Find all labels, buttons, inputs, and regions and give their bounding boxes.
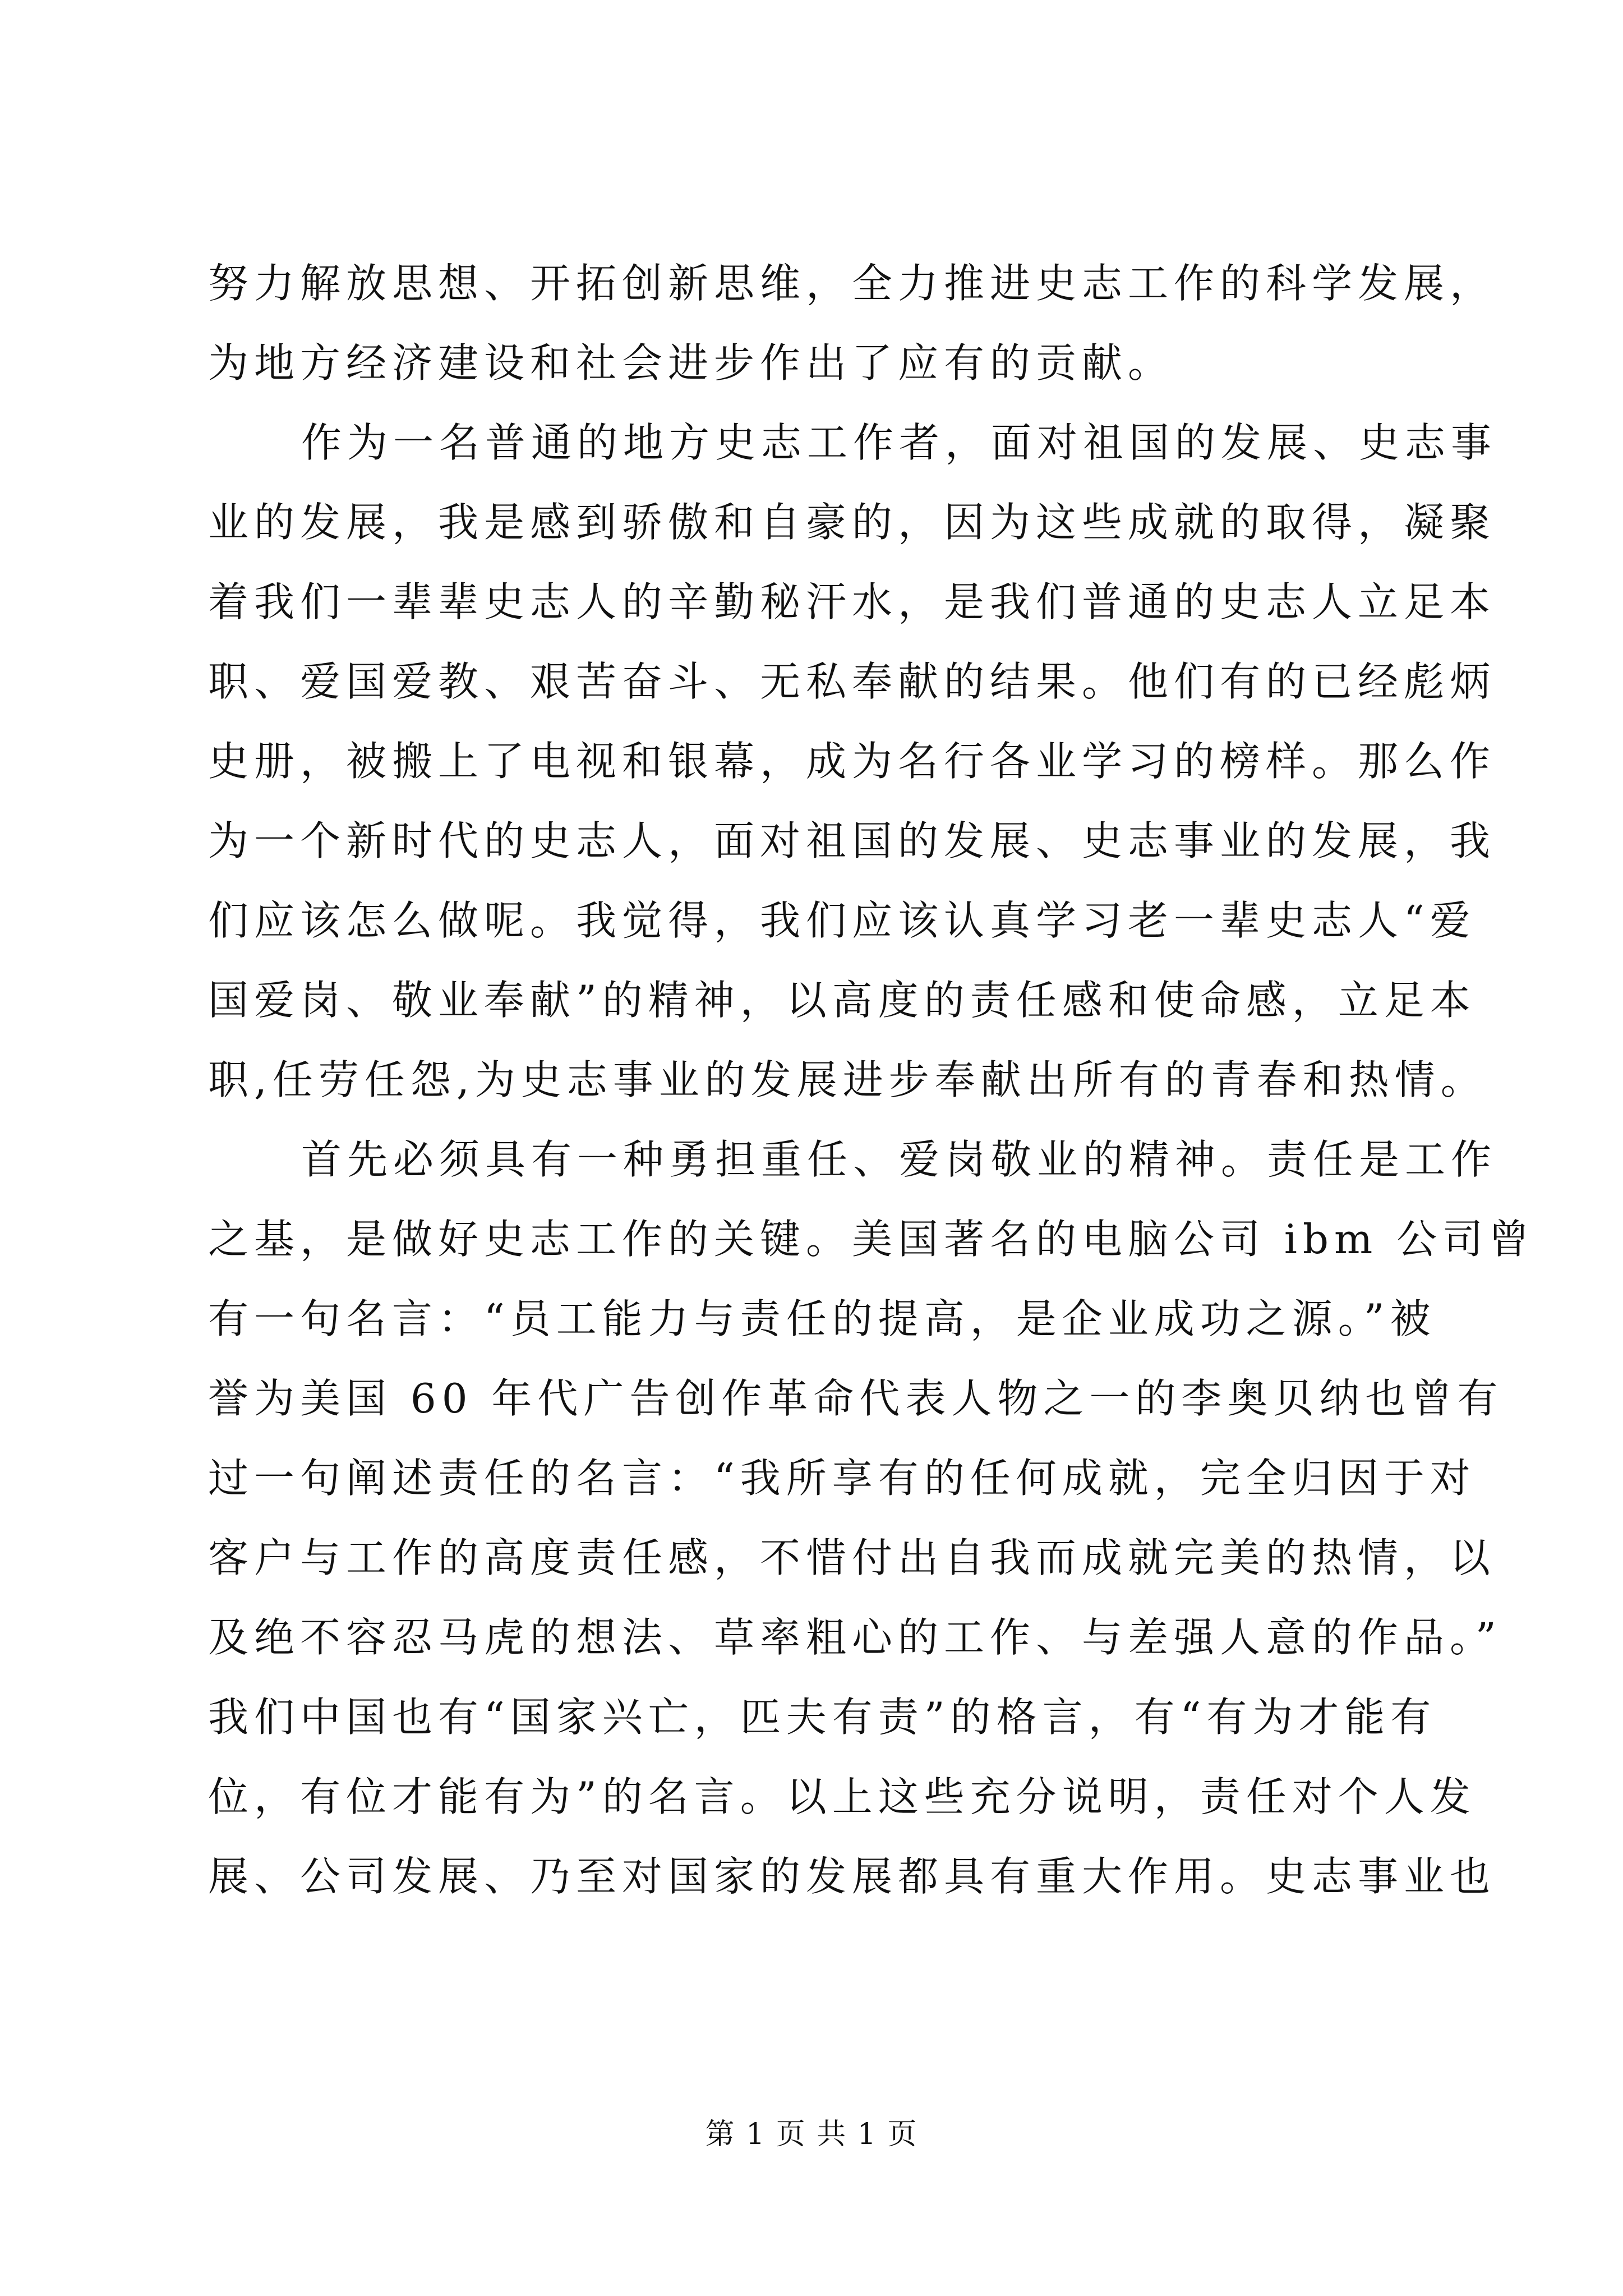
text-line: 着我们一辈辈史志人的辛勤秘汗水，是我们普通的史志人立足本 bbox=[208, 578, 1496, 625]
text-line: 业的发展，我是感到骄傲和自豪的，因为这些成就的取得，凝聚 bbox=[208, 499, 1496, 546]
text-line: 有一句名言：“员工能力与责任的提高，是企业成功之源。”被 bbox=[208, 1295, 1436, 1342]
text-line: 展、公司发展、乃至对国家的发展都具有重大作用。史志事业也 bbox=[208, 1853, 1496, 1900]
text-line: 国爱岗、敬业奉献”的精神，以高度的责任感和使命感，立足本 bbox=[208, 977, 1476, 1024]
text-line: 客户与工作的高度责任感，不惜付出自我而成就完美的热情，以 bbox=[208, 1534, 1496, 1581]
text-line: 史册，被搬上了电视和银幕，成为名行各业学习的榜样。那么作 bbox=[208, 738, 1496, 785]
text-line: 誉为美国 60 年代广告创作革命代表人物之一的李奥贝纳也曾有 bbox=[208, 1375, 1504, 1422]
paragraph-first-line: 首先必须具有一种勇担重任、爱岗敬业的精神。责任是工作 bbox=[301, 1136, 1497, 1183]
text-line: 及绝不容忍马虎的想法、草率粗心的工作、与差强人意的作品。” bbox=[208, 1614, 1502, 1661]
text-line: 职、爱国爱教、艰苦奋斗、无私奉献的结果。他们有的已经彪炳 bbox=[208, 658, 1496, 705]
paragraph-first-line: 作为一名普通的地方史志工作者，面对祖国的发展、史志事 bbox=[301, 419, 1497, 466]
text-line: 为地方经济建设和社会进步作出了应有的贡献。 bbox=[208, 339, 1174, 386]
page-footer: 第 1 页 共 1 页 bbox=[705, 2118, 918, 2151]
document-body bbox=[208, 243, 1535, 1916]
text-line: 努力解放思想、开拓创新思维，全力推进史志工作的科学发展， bbox=[208, 260, 1496, 307]
text-line: 位，有位才能有为”的名言。以上这些充分说明，责任对个人发 bbox=[208, 1773, 1476, 1820]
text-line: 过一句阐述责任的名言：“我所享有的任何成就，完全归因于对 bbox=[208, 1455, 1476, 1502]
text-line: 们应该怎么做呢。我觉得，我们应该认真学习老一辈史志人“爱 bbox=[208, 897, 1476, 944]
text-line: 为一个新时代的史志人，面对祖国的发展、史志事业的发展，我 bbox=[208, 817, 1496, 864]
text-line: 职,任劳任怨,为史志事业的发展进步奉献出所有的青春和热情。 bbox=[208, 1056, 1487, 1103]
text-line: 之基，是做好史志工作的关键。美国著名的电脑公司 ibm 公司曾 bbox=[208, 1216, 1535, 1263]
text-line: 我们中国也有“国家兴亡，匹夫有责”的格言，有“有为才能有 bbox=[208, 1694, 1437, 1741]
